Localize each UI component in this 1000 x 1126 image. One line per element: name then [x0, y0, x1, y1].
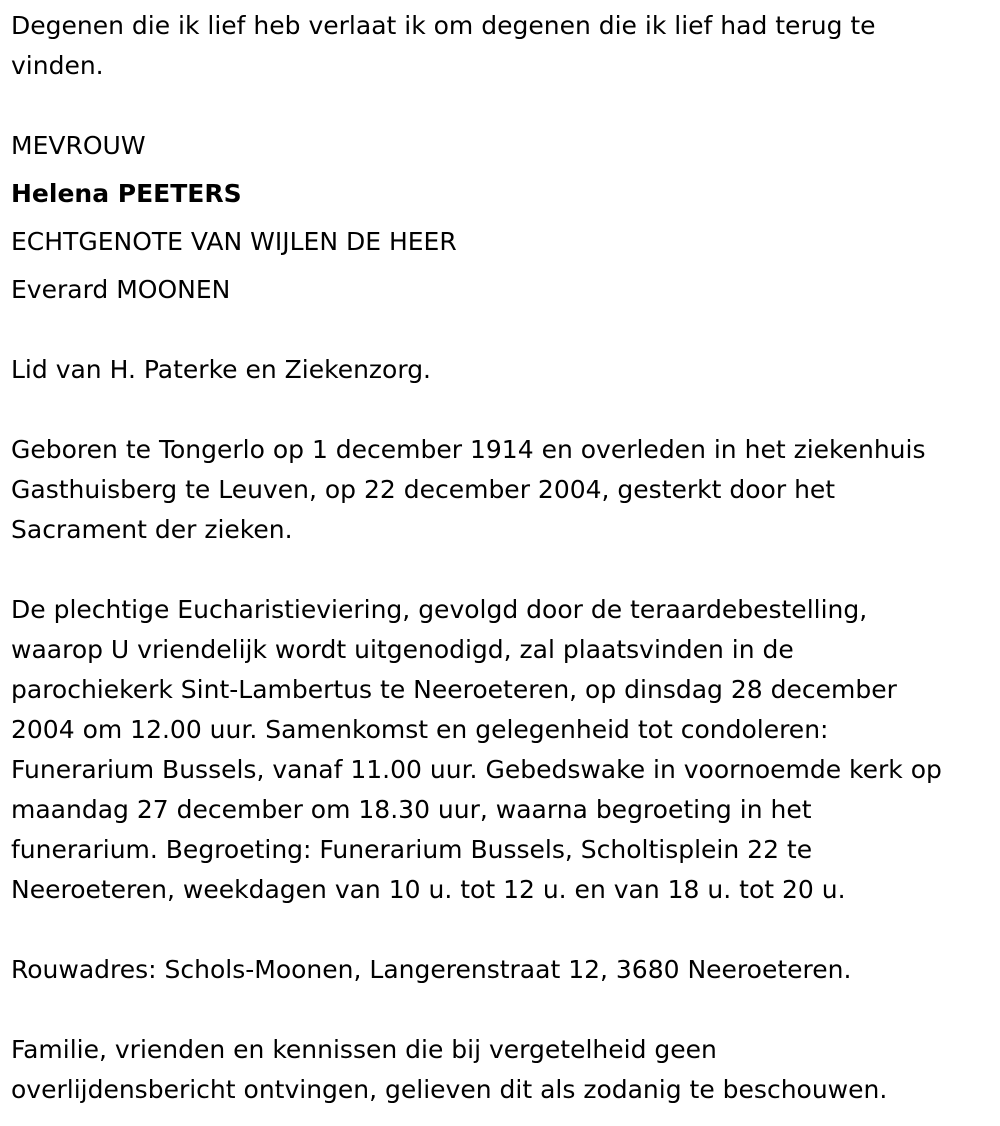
spacer [11, 550, 1000, 590]
spacer [11, 86, 1000, 126]
opening-quote: Degenen die ik lief heb verlaat ik om degenen die ik lief had terug te vinden. [11, 11, 876, 80]
salutation: MEVROUW [11, 131, 146, 160]
spouse-name: Everard MOONEN [11, 275, 231, 304]
closing-paragraph: Familie, vrienden en kennissen die bij vergetelheid geen overlijdensbericht ontvingen, gelieven dit als zodanig te beschouwen. [11, 1035, 888, 1104]
spacer [11, 910, 1000, 950]
deceased-name: Helena PEETERS [11, 179, 242, 208]
spacer [11, 390, 1000, 430]
mourning-address: Rouwadres: Schols-Moonen, Langerenstraat 12, 3680 Neeroeteren. [11, 955, 852, 984]
relation-line: ECHTGENOTE VAN WIJLEN DE HEER [11, 227, 457, 256]
birth-death-paragraph: Geboren te Tongerlo op 1 december 1914 en overleden in het ziekenhuis Gasthuisberg te Leuven, op 22 december 2004, gesterkt door het Sacrament der zieken. [11, 435, 926, 544]
deceased-header [11, 126, 1000, 310]
spacer [11, 310, 1000, 350]
spacer [11, 990, 1000, 1030]
ceremony-paragraph: De plechtige Eucharistieviering, gevolgd door de teraardebestelling, waarop U vriendelijk wordt uitgenodigd, zal plaatsvinden in de parochiekerk Sint-Lambertus te Neeroeteren, op dinsdag 28 december 2004 om 12.00 uur. Samenkomst en gelegenheid tot condoleren: Funerarium Bussels, vanaf 11.00 uur. Gebedswake in voornoemde kerk op maandag 27 december om 18.30 uur, waarna begroeting in het funerarium. Begroeting: Funerarium Bussels, Scholtisplein 22 te Neeroeteren, weekdagen van 10 u. tot 12 u. en van 18 u. tot 20 u. [11, 595, 942, 904]
membership-paragraph: Lid van H. Paterke en Ziekenzorg. [11, 355, 432, 384]
